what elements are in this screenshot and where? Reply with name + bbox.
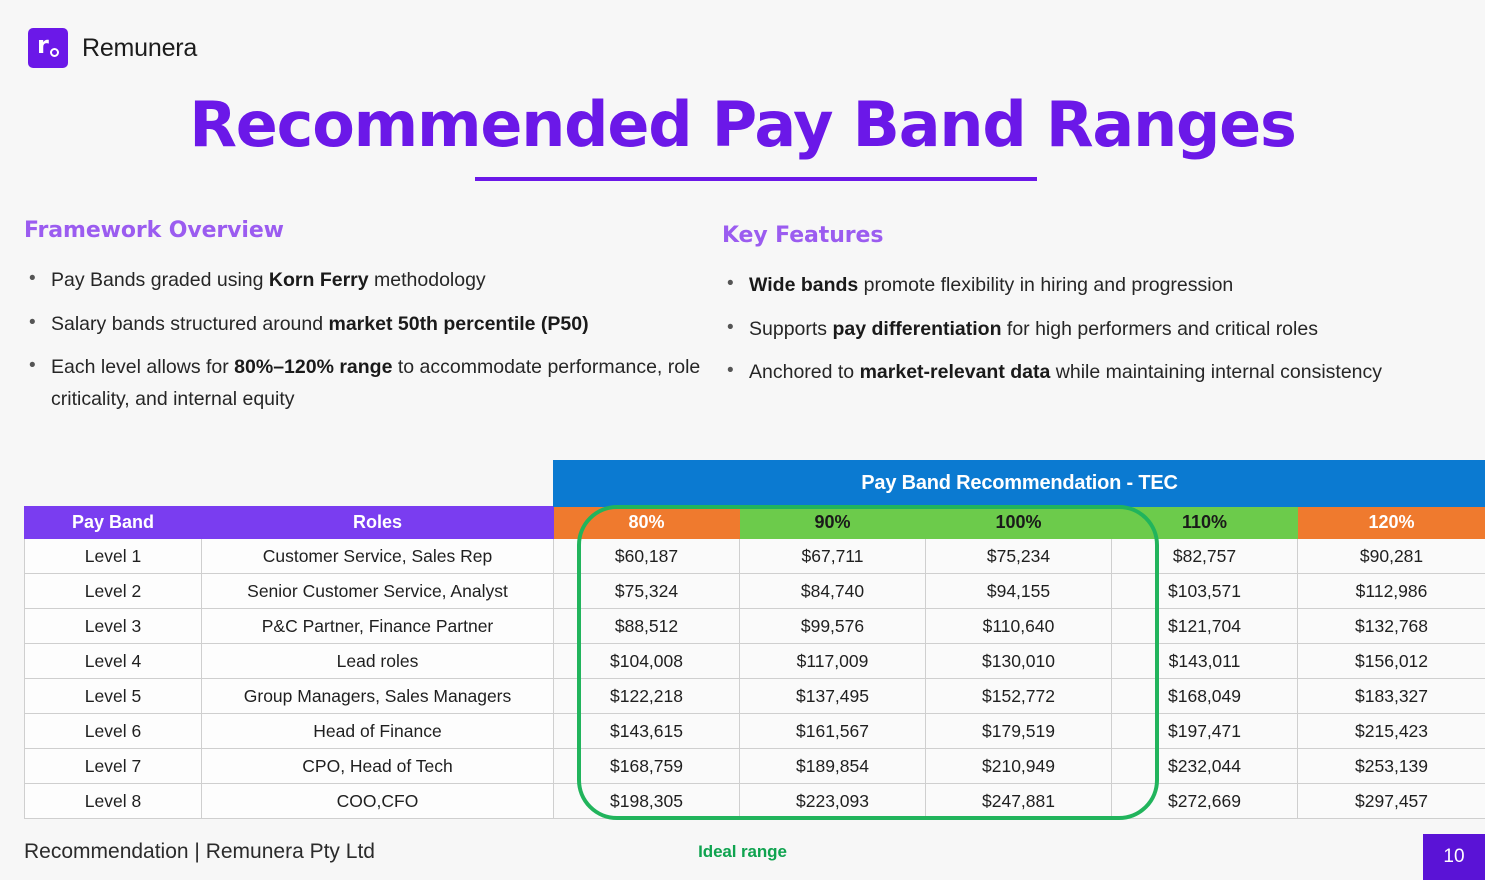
cell-roles: P&C Partner, Finance Partner xyxy=(202,609,554,644)
cell-roles: Head of Finance xyxy=(202,714,554,749)
cell-roles: COO,CFO xyxy=(202,784,554,819)
cell-level: Level 3 xyxy=(25,609,202,644)
cell-level: Level 2 xyxy=(25,574,202,609)
cell-p80: $75,324 xyxy=(554,574,740,609)
cell-p100: $210,949 xyxy=(926,749,1112,784)
table-row xyxy=(25,539,1485,574)
table-row xyxy=(25,714,1485,749)
cell-roles: Customer Service, Sales Rep xyxy=(202,539,554,574)
list-item: • Wide bands promote flexibility in hiring and progression xyxy=(722,270,1462,302)
table-row xyxy=(25,574,1485,609)
list-item: • Each level allows for 80%–120% range to accommodate performance, role criticality, and internal equity xyxy=(24,352,704,415)
brand-logo xyxy=(28,28,197,68)
page-number-badge: 10 xyxy=(1423,834,1485,880)
cell-p100: $179,519 xyxy=(926,714,1112,749)
cell-p90: $99,576 xyxy=(740,609,926,644)
cell-p100: $110,640 xyxy=(926,609,1112,644)
cell-roles: Group Managers, Sales Managers xyxy=(202,679,554,714)
column-header-90: 90% xyxy=(740,507,926,539)
cell-p120: $90,281 xyxy=(1298,539,1485,574)
table-row xyxy=(25,679,1485,714)
framework-overview-list xyxy=(24,265,704,415)
cell-p90: $67,711 xyxy=(740,539,926,574)
cell-p120: $132,768 xyxy=(1298,609,1485,644)
table-header-row xyxy=(25,507,1485,539)
cell-p120: $183,327 xyxy=(1298,679,1485,714)
cell-p110: $272,669 xyxy=(1112,784,1298,819)
cell-level: Level 7 xyxy=(25,749,202,784)
cell-p80: $122,218 xyxy=(554,679,740,714)
cell-p120: $156,012 xyxy=(1298,644,1485,679)
table-row xyxy=(25,749,1485,784)
cell-level: Level 4 xyxy=(25,644,202,679)
cell-p110: $82,757 xyxy=(1112,539,1298,574)
key-features-section xyxy=(722,223,1462,401)
cell-p80: $198,305 xyxy=(554,784,740,819)
cell-p120: $215,423 xyxy=(1298,714,1485,749)
cell-p110: $232,044 xyxy=(1112,749,1298,784)
framework-overview-heading: Framework Overview xyxy=(24,218,284,243)
framework-overview-section xyxy=(24,218,704,427)
key-features-list xyxy=(722,270,1462,389)
cell-p90: $117,009 xyxy=(740,644,926,679)
cell-level: Level 8 xyxy=(25,784,202,819)
column-header-100: 100% xyxy=(926,507,1112,539)
key-features-heading: Key Features xyxy=(722,223,884,248)
cell-p110: $168,049 xyxy=(1112,679,1298,714)
footer-text: Recommendation | Remunera Pty Ltd xyxy=(24,840,375,863)
page-title: Recommended Pay Band Ranges xyxy=(189,88,1296,161)
title-underline xyxy=(475,177,1037,181)
cell-p100: $152,772 xyxy=(926,679,1112,714)
cell-p80: $60,187 xyxy=(554,539,740,574)
banner-spacer xyxy=(25,461,202,507)
table-banner: Pay Band Recommendation - TEC xyxy=(554,461,1485,507)
logo-mark-icon xyxy=(28,28,68,68)
cell-p120: $112,986 xyxy=(1298,574,1485,609)
cell-p80: $104,008 xyxy=(554,644,740,679)
cell-p100: $247,881 xyxy=(926,784,1112,819)
column-header-roles: Roles xyxy=(202,507,554,539)
cell-p90: $223,093 xyxy=(740,784,926,819)
cell-p90: $137,495 xyxy=(740,679,926,714)
cell-p80: $88,512 xyxy=(554,609,740,644)
cell-p80: $143,615 xyxy=(554,714,740,749)
cell-roles: Lead roles xyxy=(202,644,554,679)
table-row xyxy=(25,784,1485,819)
table-banner-row xyxy=(25,461,1485,507)
cell-p110: $121,704 xyxy=(1112,609,1298,644)
cell-roles: Senior Customer Service, Analyst xyxy=(202,574,554,609)
cell-p90: $84,740 xyxy=(740,574,926,609)
cell-p110: $197,471 xyxy=(1112,714,1298,749)
cell-p80: $168,759 xyxy=(554,749,740,784)
logo-letter: r xyxy=(37,31,49,59)
column-header-110: 110% xyxy=(1112,507,1298,539)
cell-p120: $297,457 xyxy=(1298,784,1485,819)
cell-level: Level 6 xyxy=(25,714,202,749)
cell-p100: $94,155 xyxy=(926,574,1112,609)
cell-p120: $253,139 xyxy=(1298,749,1485,784)
brand-name: Remunera xyxy=(82,33,198,62)
table-row xyxy=(25,609,1485,644)
list-item: • Pay Bands graded using Korn Ferry methodology xyxy=(24,265,704,297)
cell-p90: $189,854 xyxy=(740,749,926,784)
cell-p90: $161,567 xyxy=(740,714,926,749)
cell-p110: $143,011 xyxy=(1112,644,1298,679)
list-item: • Anchored to market-relevant data while maintaining internal consistency xyxy=(722,357,1462,389)
column-header-pay-band: Pay Band xyxy=(25,507,202,539)
list-item: • Supports pay differentiation for high performers and critical roles xyxy=(722,314,1462,346)
cell-level: Level 1 xyxy=(25,539,202,574)
column-header-80: 80% xyxy=(554,507,740,539)
cell-p100: $75,234 xyxy=(926,539,1112,574)
list-item: • Salary bands structured around market 50th percentile (P50) xyxy=(24,309,704,341)
table-row xyxy=(25,644,1485,679)
ideal-range-label: Ideal range xyxy=(698,842,787,861)
pay-band-table-wrapper xyxy=(24,460,1485,819)
cell-roles: CPO, Head of Tech xyxy=(202,749,554,784)
cell-level: Level 5 xyxy=(25,679,202,714)
cell-p100: $130,010 xyxy=(926,644,1112,679)
column-header-120: 120% xyxy=(1298,507,1485,539)
banner-spacer xyxy=(202,461,554,507)
pay-band-table xyxy=(24,460,1485,819)
cell-p110: $103,571 xyxy=(1112,574,1298,609)
logo-dot-icon xyxy=(50,48,59,57)
